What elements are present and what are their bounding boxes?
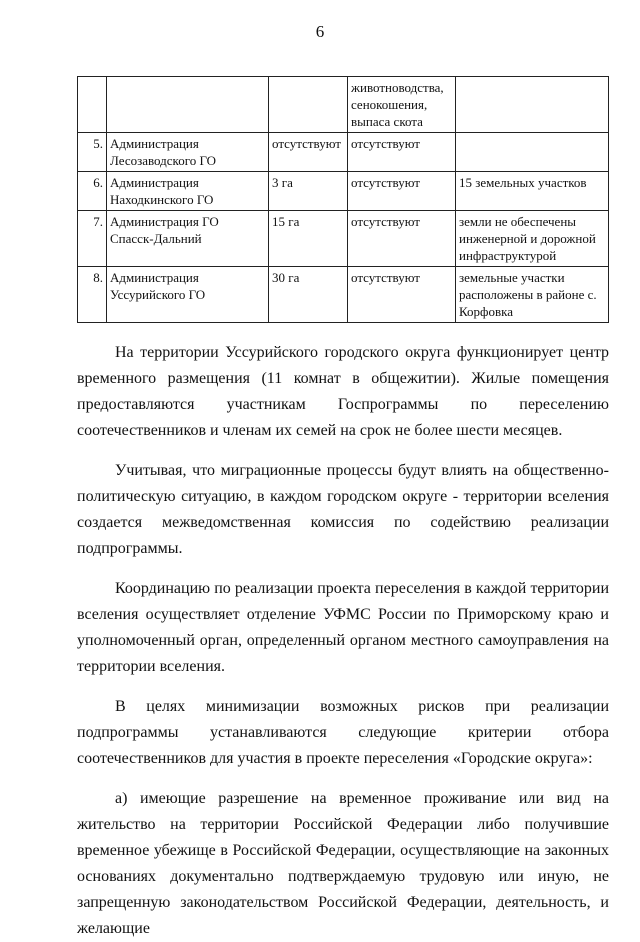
table-row [78,172,609,211]
paragraph: Учитывая, что миграционные процессы будут влиять на общественно-политическую ситуацию, в каждом городском округе - территории вселения создается межведомственная комиссия по содействию реализации подпрограммы. [77,462,609,557]
document-body [77,340,609,942]
table-row [78,133,609,172]
organization-cell: Администрация Лесозаводского ГО [107,133,269,172]
area-cell: 3 га [269,172,348,211]
row-number: 5. [78,133,107,172]
land-use-cell: отсутствуют [348,172,456,211]
table-row [78,211,609,267]
area-cell: отсутствуют [269,133,348,172]
paragraph: На территории Уссурийского городского округа функционирует центр временного размещения (11 комнат в общежитии). Жилые помещения предоставляются участникам Госпрограммы по переселению соотечественников и членам их семей на срок не более шести месяцев. [77,344,609,439]
land-use-cell: отсутствуют [348,133,456,172]
organization-cell: Администрация Уссурийского ГО [107,267,269,323]
paragraph: а) имеющие разрешение на временное проживание или вид на жительство на территории Российской Федерации либо получившие временное убежище в Российской Федерации, осуществляющие на законных основаниях документально подтверждаемую трудовую или иную, не запрещенную законодательством Российской Федерации, деятельность, и желающие [77,790,609,937]
note-cell [456,77,609,133]
organization-cell [107,77,269,133]
row-number: 7. [78,211,107,267]
note-cell: земли не обеспечены инженерной и дорожной инфраструктурой [456,211,609,267]
row-number: 8. [78,267,107,323]
table-row [78,267,609,323]
paragraph: В целях минимизации возможных рисков при реализации подпрограммы устанавливаются следующие критерии отбора соотечественников для участия в проекте переселения «Городские округа»: [77,698,609,767]
note-cell: земельные участки расположены в районе с. Корфовка [456,267,609,323]
note-cell: 15 земельных участков [456,172,609,211]
table-row [78,77,609,133]
row-number: 6. [78,172,107,211]
area-cell: 15 га [269,211,348,267]
area-cell [269,77,348,133]
note-cell [456,133,609,172]
land-use-cell: отсутствуют [348,211,456,267]
area-cell: 30 га [269,267,348,323]
organization-cell: Администрация Находкинского ГО [107,172,269,211]
paragraph: Координацию по реализации проекта переселения в каждой территории вселения осуществляет отделение УФМС России по Приморскому краю и уполномоченный орган, определенный органом местного самоуправления на территории вселения. [77,580,609,675]
row-number [78,77,107,133]
land-use-cell: отсутствуют [348,267,456,323]
page-number: 6 [315,22,325,41]
settlement-table [77,76,609,323]
organization-cell: Администрация ГО Спасск-Дальний [107,211,269,267]
land-use-cell: животноводства, сенокошения, выпаса скота [348,77,456,133]
